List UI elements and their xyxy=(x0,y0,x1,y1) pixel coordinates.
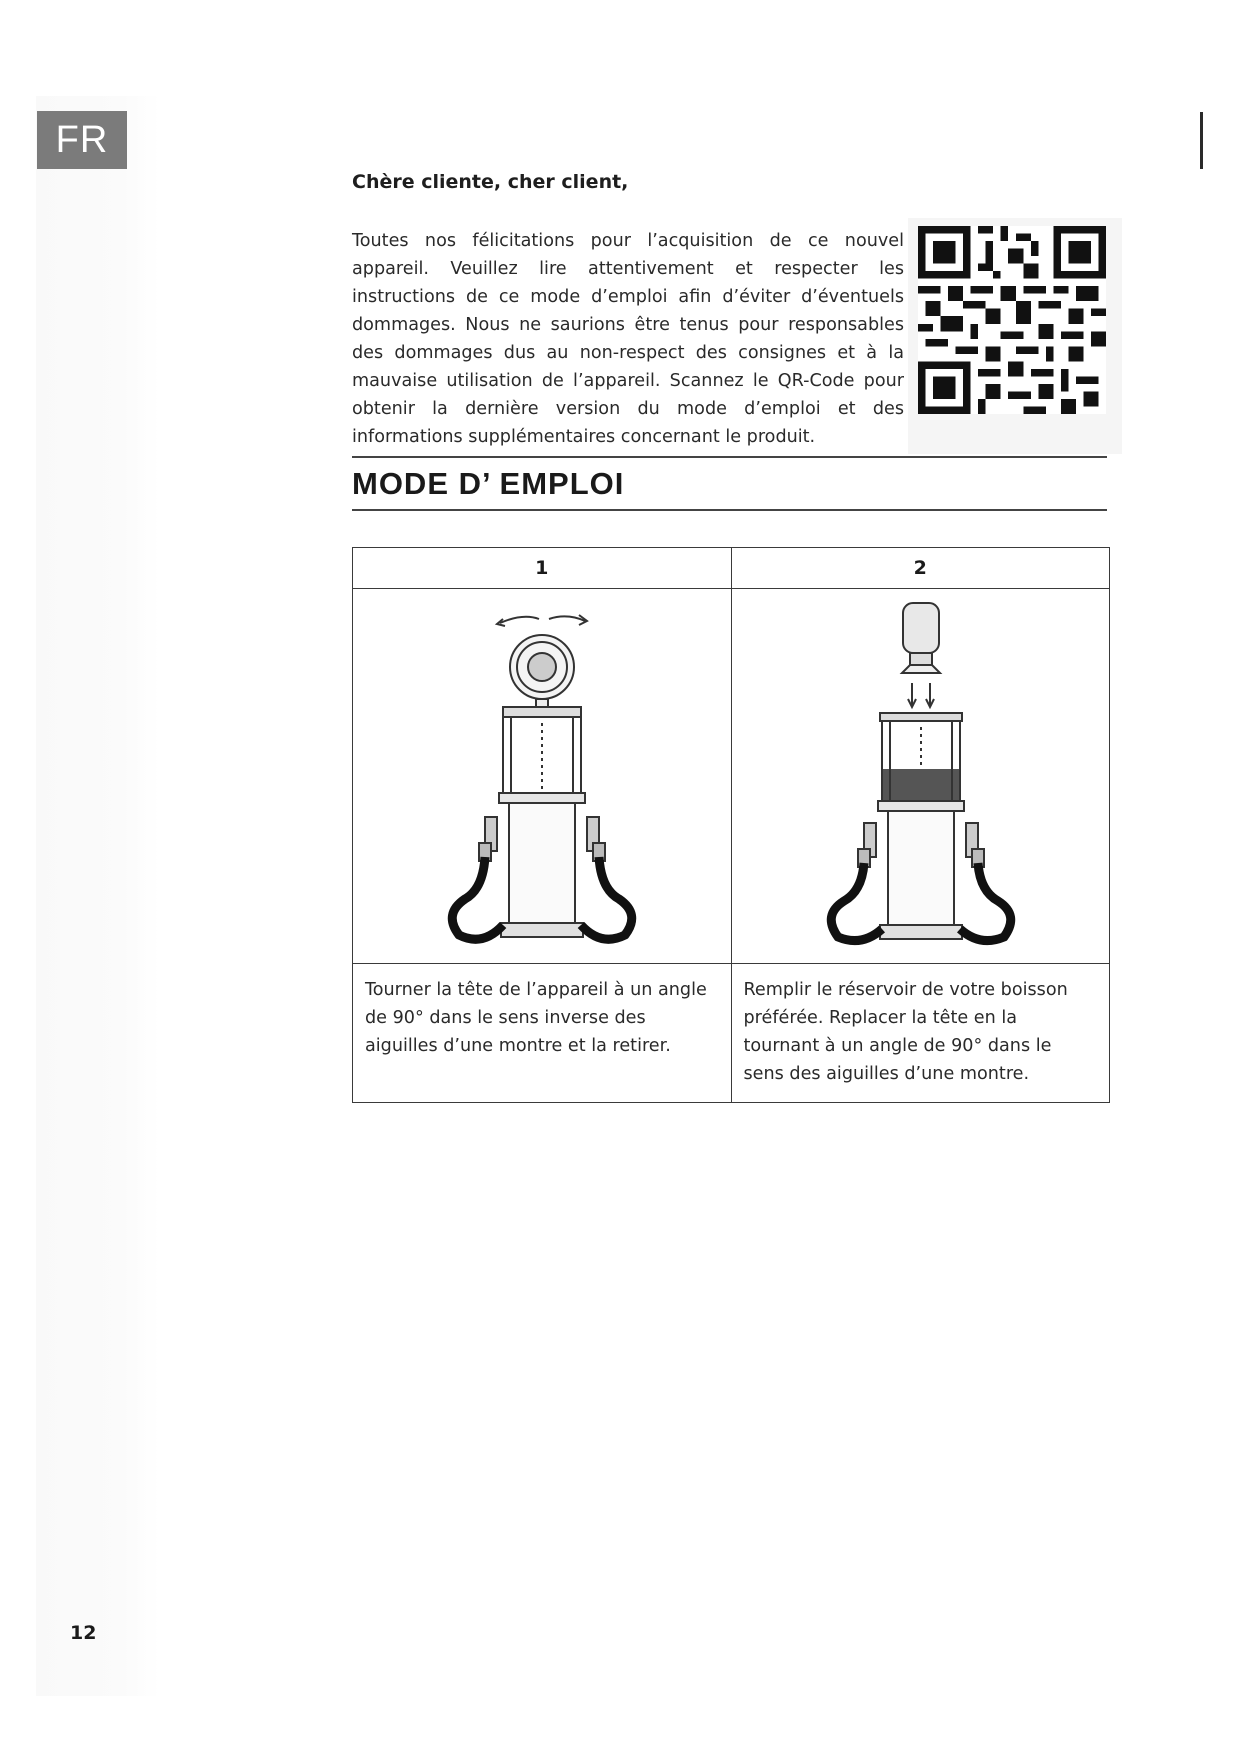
step-2-description: Remplir le réservoir de votre boisson préférée. Replacer la tête en la tournant à un angle de 90° dans le sens des aiguilles d’une montre. xyxy=(731,964,1110,1103)
step-2-illustration-cell xyxy=(731,589,1110,964)
step-1-dispenser-illustration xyxy=(353,589,731,963)
step-1-illustration-cell xyxy=(353,589,732,964)
side-margin-strip xyxy=(36,96,160,1696)
intro-paragraph: Toutes nos félicitations pour l’acquisition de ce nouvel appareil. Veuillez lire attentivement et respecter les instructions de ce mode d’emploi afin d’éviter d’éventuels dommages. Nous ne saurions être tenus pour responsables des dommages dus au non-respect des consignes et à la mauvaise utilisation de l’appareil. Scannez le QR-Code pour obtenir la dernière version du mode d’emploi et des informations supplémentaires concernant le produit. xyxy=(352,231,904,447)
section-top-rule xyxy=(352,456,1107,458)
table-header-row xyxy=(353,548,1110,589)
step-1-number: 1 xyxy=(353,548,732,589)
table-image-row xyxy=(353,589,1110,964)
language-tab: FR xyxy=(37,111,127,169)
section-bottom-rule xyxy=(352,509,1107,511)
page-number: 12 xyxy=(70,1622,97,1644)
table-text-row xyxy=(353,964,1110,1103)
step-2-dispenser-illustration xyxy=(732,589,1110,963)
greeting-heading: Chère cliente, cher client, xyxy=(352,171,629,193)
qr-code[interactable] xyxy=(918,226,1106,414)
instructions-table xyxy=(352,547,1110,1103)
rotation-arrow-icon xyxy=(500,617,539,623)
section-title: MODE D’ EMPLOI xyxy=(352,466,625,501)
step-1-description: Tourner la tête de l’appareil à un angle de 90° dans le sens inverse des aiguilles d’une montre et la retirer. xyxy=(353,964,732,1103)
step-2-number: 2 xyxy=(731,548,1110,589)
page-edge-mark xyxy=(1200,112,1203,169)
